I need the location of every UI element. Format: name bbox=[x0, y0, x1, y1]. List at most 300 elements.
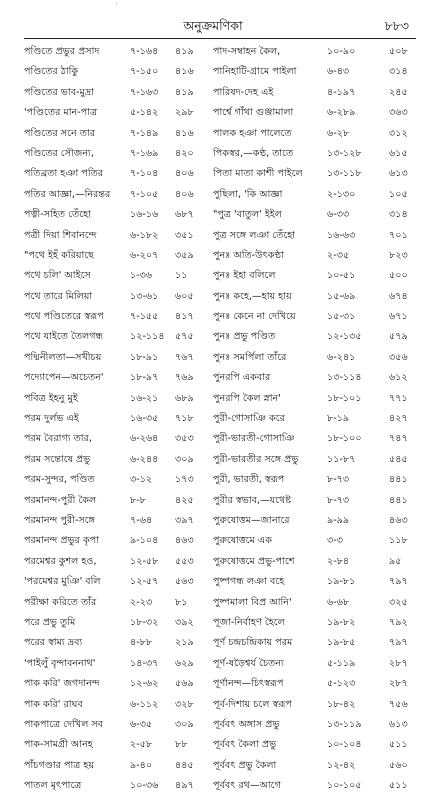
entry-page: ৩৫১ bbox=[175, 229, 194, 241]
entry-page: ৪০৬ bbox=[175, 168, 194, 180]
entry-reference: ৭-১৬৩ bbox=[130, 86, 159, 98]
entry-reference: ৭-১৪৯ bbox=[130, 127, 159, 139]
entry-text: পথে তারে মিলিয়া bbox=[24, 290, 93, 302]
index-entry bbox=[211, 144, 421, 164]
entry-text: পূর্ববৎ অঙ্গাস প্রভু bbox=[213, 718, 280, 730]
index-entry bbox=[211, 368, 421, 388]
entry-reference: ১০-৫১ bbox=[327, 270, 356, 282]
entry-page: ৭৬৭ bbox=[175, 351, 194, 363]
index-entry bbox=[24, 144, 206, 164]
entry-reference: ৬-৪৩ bbox=[327, 66, 350, 78]
index-column-right bbox=[211, 42, 421, 796]
index-entry bbox=[24, 287, 206, 307]
entry-reference: ১৫-৬৯ bbox=[327, 290, 356, 302]
entry-reference: ১৬-১৬ bbox=[130, 209, 159, 221]
index-entry bbox=[24, 572, 206, 592]
entry-page: ৪১৭ bbox=[175, 311, 194, 323]
index-entry bbox=[211, 389, 421, 409]
index-entry bbox=[24, 511, 206, 531]
entry-reference: ৯-৪০ bbox=[130, 759, 153, 771]
entry-page: ৭৫৬ bbox=[389, 698, 408, 710]
index-entry bbox=[24, 695, 206, 715]
entry-reference: ৬-৩৫ bbox=[130, 718, 153, 730]
index-entry bbox=[211, 164, 421, 184]
entry-reference: ৭-১০৫ bbox=[130, 188, 159, 200]
entry-text: পুরুষোত্তম—জানারে bbox=[213, 514, 290, 526]
entry-text: পূর্ব-দিশায় চলে স্বরূপ bbox=[213, 698, 292, 710]
entry-reference: ৬-২৪১ bbox=[327, 351, 356, 363]
entry-page: ৩২৮ bbox=[175, 698, 194, 710]
index-entry bbox=[211, 715, 421, 735]
entry-text: পুরী-গোসাঞি করে bbox=[213, 413, 285, 425]
index-entry bbox=[24, 103, 206, 123]
index-entry bbox=[24, 307, 206, 327]
entry-text: পাক করি' রাঘব bbox=[24, 698, 83, 710]
entry-text: পরমানন্দ প্রভুর কৃপা bbox=[24, 535, 100, 547]
index-entry bbox=[211, 429, 421, 449]
entry-page: ৪৪১ bbox=[389, 494, 408, 506]
index-entry bbox=[211, 593, 421, 613]
entry-text: পত্নী-সহিত তেঁহো bbox=[24, 209, 91, 221]
index-entry bbox=[211, 756, 421, 776]
entry-page: ৩৬৩ bbox=[389, 107, 408, 119]
index-entry bbox=[211, 613, 421, 633]
entry-page: ৪৪১ bbox=[389, 474, 408, 486]
entry-reference: ১৩-১১৪ bbox=[327, 372, 362, 384]
entry-text: পুনরপি একবার bbox=[213, 372, 271, 384]
entry-page: ৫১১ bbox=[389, 739, 408, 751]
entry-text: পরম বৈরাগ্য তার, bbox=[24, 433, 92, 445]
entry-reference: ১০-৯০ bbox=[327, 46, 356, 57]
index-entry bbox=[211, 287, 421, 307]
entry-reference: ৮-১৯ bbox=[327, 413, 350, 425]
entry-page: ৭৯৭ bbox=[389, 576, 408, 588]
entry-reference: ৬-১৮২ bbox=[130, 229, 159, 241]
index-entry bbox=[24, 266, 206, 286]
entry-text: পাক করি' জগদানন্দ bbox=[24, 678, 100, 690]
entry-page: ২৮৭ bbox=[389, 657, 408, 669]
index-entry bbox=[24, 348, 206, 368]
entry-text: পরে প্রভু তুমি bbox=[24, 616, 76, 628]
entry-page: ৪১৬ bbox=[175, 66, 194, 78]
index-entry bbox=[211, 572, 421, 592]
entry-reference: ১৮-৯১ bbox=[130, 351, 159, 363]
entry-text: পূর্ণানন্দ—চিৎস্বরূপ bbox=[213, 678, 284, 690]
entry-text: পণ্ডিতের সৌজন্য, bbox=[24, 147, 94, 159]
entry-reference: ১৩-৬১ bbox=[130, 290, 159, 302]
index-entry bbox=[24, 674, 206, 694]
entry-text: পূর্ণ-ষড়ৈশ্বর্য চৈতন্য bbox=[213, 657, 284, 669]
entry-reference: ২-২৩ bbox=[130, 596, 153, 608]
entry-text: পথে যাইতে তৈলগন্ধ bbox=[24, 331, 104, 343]
entry-text: পুনঃ সমর্পিলা তাঁরে bbox=[213, 351, 287, 363]
entry-text: 'পরমেশ্বর মুঞি' বলি bbox=[24, 576, 101, 588]
entry-page: ৩১২ bbox=[389, 127, 408, 139]
header-rule bbox=[24, 38, 416, 39]
index-entry bbox=[211, 674, 421, 694]
margin-mark: ' bbox=[116, 2, 118, 9]
entry-reference: ১৮-৪২ bbox=[327, 698, 356, 710]
entry-page: ৪৯৭ bbox=[175, 780, 194, 792]
entry-reference: ১০-১০৫ bbox=[327, 780, 362, 792]
entry-text: পূজা-নির্বাহণ হৈলে bbox=[213, 616, 285, 628]
index-entry bbox=[24, 429, 206, 449]
entry-page: ১১৮ bbox=[389, 535, 408, 547]
index-entry bbox=[211, 511, 421, 531]
entry-page: ৬১৩ bbox=[389, 718, 408, 730]
entry-text: পূর্ববৎ প্রভু কৈলা bbox=[213, 759, 277, 771]
entry-reference: ৭-১৬৯ bbox=[130, 147, 159, 159]
entry-page: ৬১৫ bbox=[389, 147, 408, 159]
index-entry bbox=[211, 226, 421, 246]
index-entry bbox=[211, 491, 421, 511]
index-entry bbox=[24, 83, 206, 103]
entry-text: পরম দুর্লভ এই bbox=[24, 413, 79, 425]
entry-page: ৬০৫ bbox=[175, 290, 194, 302]
entry-page: ৫৫৩ bbox=[175, 555, 194, 567]
entry-page: ৩৫৯ bbox=[175, 249, 194, 261]
entry-reference: ৬-১১২ bbox=[130, 698, 159, 710]
entry-page: ১৭৩ bbox=[175, 474, 194, 486]
entry-text: পদ্যোপেন—অচেতন' bbox=[24, 372, 104, 384]
entry-reference: ৩-৩ bbox=[327, 535, 343, 547]
page-number: ৮৮৩ bbox=[384, 18, 409, 33]
entry-text: পার্শ্বে গাঁথা গুঞ্জামালা bbox=[213, 107, 294, 119]
entry-text: পূর্ববৎ কৈলা প্রভু bbox=[213, 739, 277, 751]
entry-reference: ১৮-৩২ bbox=[130, 616, 159, 628]
entry-page: ৬৭১ bbox=[389, 311, 408, 323]
entry-reference: ২-৫৮ bbox=[130, 739, 153, 751]
entry-text: পুরুষোত্তমে এক bbox=[213, 535, 272, 547]
index-entry bbox=[24, 593, 206, 613]
entry-page: ২১৯ bbox=[175, 637, 194, 649]
entry-page: ১০৫ bbox=[389, 188, 408, 200]
index-entry bbox=[24, 735, 206, 755]
entry-reference: ১৩-১২৮ bbox=[327, 147, 362, 159]
entry-reference: ৫-১৪২ bbox=[130, 107, 159, 119]
index-entry bbox=[24, 470, 206, 490]
entry-text: পরমেশ্বর কুশল হও, bbox=[24, 555, 97, 567]
entry-reference: ১৪-৩৭ bbox=[130, 657, 159, 669]
index-entry bbox=[211, 735, 421, 755]
entry-text: পণ্ডিতে প্রভুর প্রসাদ bbox=[24, 46, 100, 57]
entry-page: ৫৬৯ bbox=[175, 678, 194, 690]
index-entry bbox=[24, 62, 206, 82]
entry-reference: ৭-১০৪ bbox=[130, 168, 159, 180]
index-entry bbox=[211, 62, 421, 82]
index-entry bbox=[211, 327, 421, 347]
index-entry bbox=[24, 164, 206, 184]
entry-text: পরমানন্দ পুরী-সঙ্গে bbox=[24, 514, 95, 526]
entry-text: "পুত্র 'বাতুল' ইইল bbox=[213, 209, 282, 221]
entry-reference: ৬-২৪৪ bbox=[130, 453, 159, 465]
entry-reference: ১৬-৬৩ bbox=[327, 229, 356, 241]
entry-page: ৪২০ bbox=[175, 147, 194, 159]
entry-text: পরের স্বাম্য দ্রব্য bbox=[24, 637, 83, 649]
entry-page: ২৪৫ bbox=[389, 86, 408, 98]
entry-text: পরীক্ষা করিতে তাঁর bbox=[24, 596, 97, 608]
index-entry bbox=[24, 205, 206, 225]
index-entry bbox=[211, 470, 421, 490]
entry-page: ৭০১ bbox=[389, 229, 408, 241]
entry-text: পূর্ণ চন্দ্রচন্দ্রিকায় পরম bbox=[213, 637, 293, 649]
entry-text: পাতল মৃৎপাত্রে bbox=[24, 780, 82, 792]
index-entry bbox=[24, 654, 206, 674]
entry-text: পুরী-ভারতীর সঙ্গে প্রভু bbox=[213, 453, 299, 465]
entry-reference: ১২-১৩৫ bbox=[327, 331, 362, 343]
entry-reference: ১৯-৮২ bbox=[327, 616, 356, 628]
entry-reference: ৬-৬৮ bbox=[327, 596, 350, 608]
index-entry bbox=[24, 185, 206, 205]
entry-reference: ১০-৩৬ bbox=[130, 780, 159, 792]
entry-page: ৩৫৬ bbox=[389, 351, 408, 363]
index-entry bbox=[211, 205, 421, 225]
entry-reference: ৭-১৫৫ bbox=[130, 311, 159, 323]
entry-text: 'পাইলুঁ বৃন্দাবননাথ' bbox=[24, 657, 96, 669]
index-entry bbox=[211, 654, 421, 674]
entry-page: ৪৪৫ bbox=[175, 759, 194, 771]
index-entry bbox=[211, 307, 421, 327]
entry-page: ৭৪৭ bbox=[389, 433, 408, 445]
entry-text: পুনঃ কহে,—হায় হায় bbox=[213, 290, 292, 302]
entry-reference: ১৬-৩৫ bbox=[130, 413, 159, 425]
index-entry bbox=[24, 715, 206, 735]
entry-page: ৫০৮ bbox=[389, 46, 408, 57]
entry-page: ৫৭৫ bbox=[175, 331, 194, 343]
entry-page: ৬৮৯ bbox=[175, 392, 194, 404]
entry-page: ৪২৭ bbox=[389, 413, 408, 425]
entry-text: পানিহাটি-গ্রামে পাইলা bbox=[213, 66, 297, 78]
entry-page: ৪৬৩ bbox=[175, 535, 194, 547]
entry-reference: ৪-১৯৭ bbox=[327, 86, 356, 98]
index-entry bbox=[24, 491, 206, 511]
index-entry bbox=[211, 409, 421, 429]
entry-reference: ১০-১০৪ bbox=[327, 739, 362, 751]
entry-page: ৩১৪ bbox=[389, 66, 408, 78]
entry-text: পুত্র সঙ্গে লঞা তেঁহো bbox=[213, 229, 296, 241]
entry-reference: ১৮-১০০ bbox=[327, 433, 362, 445]
entry-text: পিকস্বর,—কণ্ঠ, তাতে bbox=[213, 147, 294, 159]
entry-reference: ৮-৮ bbox=[130, 494, 146, 506]
entry-text: পুনঃ প্রভু পণ্ডিত bbox=[213, 331, 276, 343]
index-entry bbox=[211, 450, 421, 470]
entry-text: পুষ্পমালা বিপ্র আনি' bbox=[213, 596, 292, 608]
index-entry bbox=[24, 368, 206, 388]
entry-page: ৬৭৪ bbox=[389, 290, 408, 302]
entry-reference: ১৩-১১৯ bbox=[327, 718, 362, 730]
entry-reference: ৬-২৮৯ bbox=[327, 107, 356, 119]
index-entry bbox=[211, 185, 421, 205]
entry-text: পবিত্র ইহনু মুই bbox=[24, 392, 78, 404]
entry-reference: ১৩-১১৮ bbox=[327, 168, 362, 180]
entry-reference: ১৬-২১ bbox=[130, 392, 159, 404]
index-entry bbox=[24, 450, 206, 470]
entry-page: ৭৭১ bbox=[389, 392, 408, 404]
entry-reference: ১-৩৬ bbox=[130, 270, 153, 282]
index-entry bbox=[211, 695, 421, 715]
entry-reference: ২-৮৪ bbox=[327, 555, 350, 567]
entry-text: পিতা মাতা কাশী পাইলে bbox=[213, 168, 303, 180]
entry-text: পাক-সামগ্রী আনহ bbox=[24, 739, 93, 751]
entry-page: ৪১৯ bbox=[175, 86, 194, 98]
entry-text: পুষ্পগন্ধ লঞা বহে bbox=[213, 576, 285, 588]
entry-page: ৮১ bbox=[175, 596, 188, 608]
entry-text: পরম সন্তোষে প্রভু bbox=[24, 453, 91, 465]
entry-text: পণ্ডিতের ঠাকুি bbox=[24, 66, 79, 78]
entry-text: পুছিলা, 'কি আজ্ঞা bbox=[213, 188, 283, 200]
entry-text: পতির আজ্ঞা,—নিরন্তর bbox=[24, 188, 111, 200]
entry-text: পূর্ববৎ রথ—আগে bbox=[213, 780, 281, 792]
entry-reference: ১৮-১০১ bbox=[327, 392, 362, 404]
entry-reference: ১২-৫৭ bbox=[130, 576, 159, 588]
entry-page: ৬৮৭ bbox=[175, 209, 194, 221]
entry-text: পালক হঞা পালেতে bbox=[213, 127, 292, 139]
entry-page: ৫৬৩ bbox=[175, 576, 194, 588]
index-entry bbox=[24, 42, 206, 62]
entry-page: ৪৬৩ bbox=[389, 514, 408, 526]
entry-page: ৮২৩ bbox=[389, 249, 408, 261]
entry-page: ৪১৬ bbox=[175, 127, 194, 139]
entry-page: ৫১১ bbox=[389, 780, 408, 792]
entry-text: "পথে ইহঁ করিয়াছে bbox=[24, 249, 94, 261]
index-entry bbox=[24, 776, 206, 796]
entry-reference: ৬-২৮ bbox=[327, 127, 350, 139]
index-entry bbox=[211, 83, 421, 103]
page-header bbox=[0, 18, 427, 38]
entry-text: পাঁচগণ্ডার পাত্র হয় bbox=[24, 759, 95, 771]
index-entry bbox=[211, 103, 421, 123]
entry-text: পুরীর স্বভাব,—যথেষ্ট bbox=[213, 494, 291, 506]
entry-text: পুনঃ ইহা বলিলে bbox=[213, 270, 276, 282]
entry-reference: ৬-২০৭ bbox=[130, 249, 159, 261]
entry-page: ৩১৪ bbox=[389, 209, 408, 221]
entry-page: ৪০৬ bbox=[175, 188, 194, 200]
entry-text: পদ্মিনীলতা—সখীচয় bbox=[24, 351, 102, 363]
entry-reference: ৫-১১৯ bbox=[327, 657, 356, 669]
entry-text: পারিষদ-দেহ এই bbox=[213, 86, 274, 98]
index-entry bbox=[24, 613, 206, 633]
entry-page: ৭৯২ bbox=[389, 616, 408, 628]
index-entry bbox=[211, 776, 421, 796]
entry-page: ৭১৮ bbox=[175, 413, 194, 425]
entry-reference: ১২-১১৪ bbox=[130, 331, 165, 343]
entry-page: ৬২৯ bbox=[175, 657, 194, 669]
entry-page: ৪২৫ bbox=[175, 494, 194, 506]
entry-page: ৪১৯ bbox=[175, 46, 194, 57]
entry-page: ৫৬০ bbox=[389, 759, 408, 771]
entry-page: ৬১২ bbox=[389, 372, 408, 384]
entry-page: ৩২৫ bbox=[389, 596, 408, 608]
entry-reference: ৮-৭৩ bbox=[327, 494, 350, 506]
entry-reference: ৩-১২ bbox=[130, 474, 153, 486]
entry-text: পতিব্রতা হঞা পতির bbox=[24, 168, 104, 180]
index-entry bbox=[24, 633, 206, 653]
entry-reference: ১২-৫৮ bbox=[130, 555, 159, 567]
entry-text: পথে চলি' আইসে bbox=[24, 270, 91, 282]
index-entry bbox=[24, 409, 206, 429]
entry-reference: ৯-১০৪ bbox=[130, 535, 159, 547]
entry-text: 'পণ্ডিতের মান-পাত্র bbox=[24, 107, 98, 119]
entry-text: পথে পণ্ডিতেরে স্বরূপ bbox=[24, 311, 104, 323]
page-title: অনুক্রমণিকা bbox=[183, 18, 243, 33]
entry-text: পত্রী দিয়া শিবানন্দে bbox=[24, 229, 97, 241]
entry-reference: ৬-২৬৪ bbox=[130, 433, 159, 445]
entry-text: পরম-সুন্দর, পণ্ডিত bbox=[24, 474, 95, 486]
index-entry bbox=[24, 246, 206, 266]
index-entry bbox=[211, 246, 421, 266]
index-entry bbox=[24, 124, 206, 144]
index-entry bbox=[24, 552, 206, 572]
entry-page: ২৯৮ bbox=[175, 107, 194, 119]
entry-text: পণ্ডিতের সনে তার bbox=[24, 127, 95, 139]
entry-text: পাকপাত্রে দেখিল সব bbox=[24, 718, 104, 730]
entry-page: ১১ bbox=[175, 270, 188, 282]
entry-page: ৩৯২ bbox=[175, 616, 194, 628]
index-entry bbox=[24, 531, 206, 551]
index-entry bbox=[211, 266, 421, 286]
index-entry bbox=[24, 327, 206, 347]
index-entry bbox=[211, 633, 421, 653]
entry-page: ৯৫ bbox=[389, 555, 402, 567]
entry-text: পুরী-ভারতী-গোসাঞি bbox=[213, 433, 295, 445]
index-entry bbox=[211, 552, 421, 572]
entry-page: ৫৭৯ bbox=[389, 331, 408, 343]
index-entry bbox=[24, 756, 206, 776]
entry-reference: ৮-৭৩ bbox=[327, 474, 350, 486]
entry-reference: ৭-১৫০ bbox=[130, 66, 159, 78]
entry-page: ৬১৩ bbox=[389, 168, 408, 180]
entry-text: পুনঃ অতি-উৎকণ্ঠা bbox=[213, 249, 284, 261]
entry-page: ৫০০ bbox=[389, 270, 408, 282]
index-entry bbox=[211, 348, 421, 368]
entry-page: ৩৯৭ bbox=[175, 514, 194, 526]
entry-reference: ৭-১৬৪ bbox=[130, 46, 159, 57]
entry-reference: ২-৩৫ bbox=[327, 249, 350, 261]
entry-text: পুনঃ কেনে না দেখিয়ে bbox=[213, 311, 296, 323]
entry-text: পুরী, ভারতী, স্বরূপ bbox=[213, 474, 285, 486]
entry-page: ৭৬৯ bbox=[175, 372, 194, 384]
entry-page: ৫৪৫ bbox=[389, 453, 408, 465]
entry-reference: ১২-৪২ bbox=[327, 759, 356, 771]
index-entry bbox=[24, 389, 206, 409]
entry-page: ৮৮ bbox=[175, 739, 188, 751]
entry-reference: ১৫-৩১ bbox=[327, 311, 356, 323]
entry-page: ৭৯৭ bbox=[389, 637, 408, 649]
entry-page: ২৮৭ bbox=[389, 678, 408, 690]
entry-reference: ৪-৮৮ bbox=[130, 637, 153, 649]
index-entry bbox=[24, 226, 206, 246]
entry-text: পুনরপি কৈল স্নান' bbox=[213, 392, 281, 404]
entry-reference: ৭-৬৪ bbox=[130, 514, 153, 526]
entry-page: ৩০৯ bbox=[175, 453, 194, 465]
entry-reference: ১৯-৮৫ bbox=[327, 637, 356, 649]
entry-reference: ২-১৩০ bbox=[327, 188, 356, 200]
entry-reference: ৬-৩৩ bbox=[327, 209, 350, 221]
entry-reference: ১১-৮৭ bbox=[327, 453, 356, 465]
entry-text: পরমানন্দ-পুরী কৈল bbox=[24, 494, 97, 506]
entry-page: ৩০৯ bbox=[175, 718, 194, 730]
entry-reference: ৯-৯৯ bbox=[327, 514, 350, 526]
index-column-left bbox=[24, 42, 206, 796]
entry-reference: ১৯-৮১ bbox=[327, 576, 356, 588]
entry-text: পাদ-সম্বাহন কৈল, bbox=[213, 46, 281, 57]
index-entry bbox=[211, 42, 421, 62]
entry-page: ৩৫৩ bbox=[175, 433, 194, 445]
entry-reference: ১৮-৯৭ bbox=[130, 372, 159, 384]
index-entry bbox=[211, 531, 421, 551]
entry-reference: ১২-৬২ bbox=[130, 678, 159, 690]
entry-reference: ৫-১২৩ bbox=[327, 678, 356, 690]
